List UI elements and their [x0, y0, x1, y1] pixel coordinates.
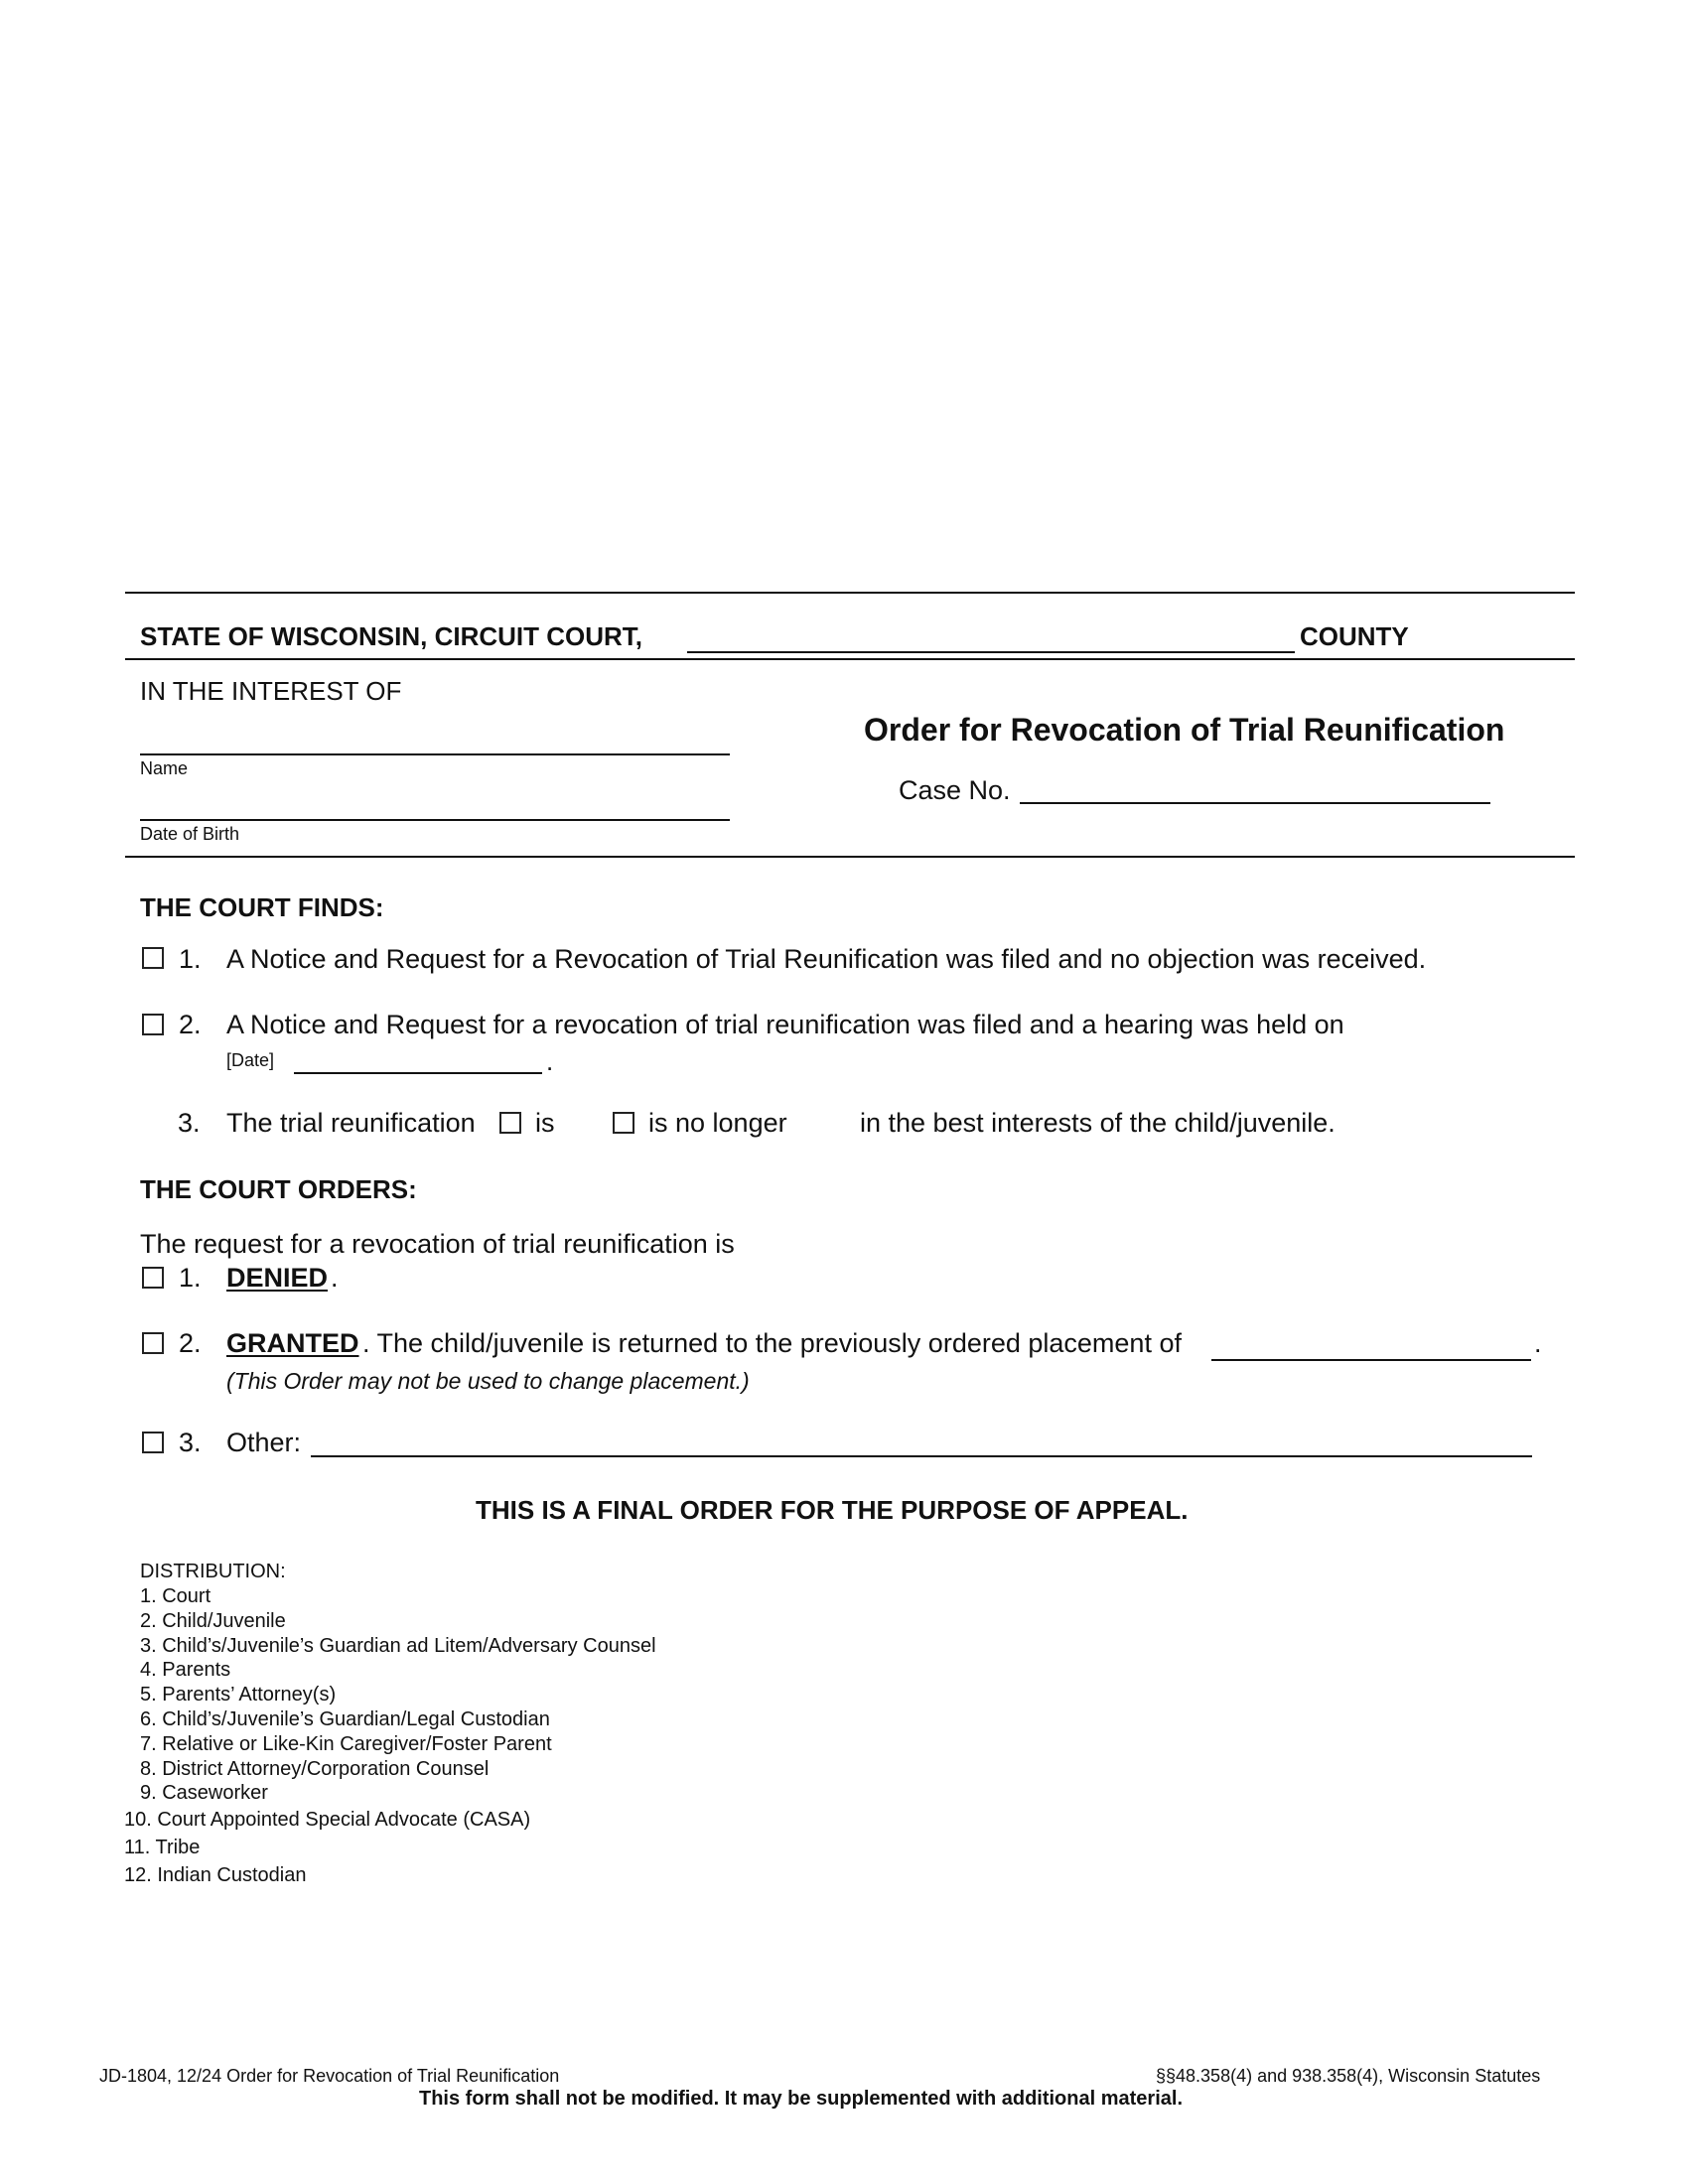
granted-checkbox[interactable] [142, 1332, 164, 1354]
caption-rule [125, 658, 1575, 660]
is-no-longer-checkbox[interactable] [613, 1112, 634, 1134]
form-id: JD-1804, 12/24 Order for Revocation of Trial Reunification [99, 2066, 560, 2086]
distribution-item: 1. Court [140, 1585, 211, 1607]
placement-field[interactable] [1211, 1359, 1531, 1361]
distribution-item: 4. Parents [140, 1659, 231, 1682]
hearing-date-field[interactable] [294, 1072, 542, 1074]
finding-2-period: . [546, 1046, 554, 1076]
granted-text: . The child/juvenile is returned to the previously ordered placement of [362, 1328, 1182, 1358]
other-field[interactable] [311, 1455, 1532, 1457]
date-label: [Date] [226, 1050, 275, 1070]
is-checkbox[interactable] [499, 1112, 521, 1134]
finding-2-number: 2. [179, 1010, 202, 1039]
other-label: Other: [226, 1428, 302, 1457]
county-name-field[interactable] [687, 651, 1295, 653]
order-1-number: 1. [179, 1263, 202, 1293]
court-orders-heading: THE COURT ORDERS: [140, 1174, 417, 1204]
date-of-birth-label: Date of Birth [140, 824, 240, 844]
is-no-longer-option-label: is no longer [648, 1108, 787, 1138]
distribution-heading: DISTRIBUTION: [140, 1561, 286, 1582]
caption-bottom-rule [125, 856, 1575, 858]
distribution-list [124, 1584, 656, 1888]
final-order-notice: THIS IS A FINAL ORDER FOR THE PURPOSE OF APPEAL. [476, 1495, 1189, 1525]
finding-2-text: A Notice and Request for a revocation of trial reunification was filed and a hearing was held on [226, 1010, 1344, 1039]
is-option-label: is [535, 1108, 555, 1138]
distribution-item: 2. Child/Juvenile [140, 1609, 286, 1632]
distribution-item: 6. Child’s/Juvenile’s Guardian/Legal Custodian [140, 1707, 550, 1730]
court-label: STATE OF WISCONSIN, CIRCUIT COURT, [140, 621, 643, 651]
granted-period: . [1534, 1328, 1542, 1358]
denied-period: . [331, 1263, 339, 1293]
name-label: Name [140, 758, 189, 778]
distribution-item: 8. District Attorney/Corporation Counsel [140, 1757, 490, 1780]
finding-2-checkbox[interactable] [142, 1014, 164, 1035]
order-2-number: 2. [179, 1328, 202, 1358]
distribution-item: 3. Child’s/Juvenile’s Guardian ad Litem/Adversary Counsel [140, 1634, 656, 1657]
denied-label: DENIED [226, 1263, 329, 1293]
granted-label: GRANTED [226, 1328, 359, 1358]
finding-3-number: 3. [178, 1108, 201, 1138]
case-no-label: Case No. [899, 775, 1011, 805]
distribution-item: 7. Relative or Like-Kin Caregiver/Foster Parent [140, 1732, 552, 1755]
granted-note: (This Order may not be used to change placement.) [226, 1368, 750, 1394]
finding-3-tail: in the best interests of the child/juvenile. [860, 1108, 1336, 1138]
finding-1-text: A Notice and Request for a Revocation of Trial Reunification was filed and no objection was received. [226, 944, 1427, 974]
denied-checkbox[interactable] [142, 1267, 164, 1289]
interest-of-label: IN THE INTEREST OF [140, 676, 402, 706]
name-field[interactable] [140, 753, 730, 755]
statutes: §§48.358(4) and 938.358(4), Wisconsin Statutes [1156, 2066, 1541, 2086]
distribution-item: 5. Parents’ Attorney(s) [140, 1684, 337, 1706]
top-rule [125, 592, 1575, 594]
distribution-item: 9. Caseworker [140, 1782, 268, 1805]
order-3-number: 3. [179, 1428, 202, 1457]
county-label: COUNTY [1300, 621, 1409, 651]
finding-3-text: The trial reunification [226, 1108, 476, 1138]
distribution-item: 10. Court Appointed Special Advocate (CASA) [124, 1809, 531, 1832]
form-title: Order for Revocation of Trial Reunification [864, 712, 1505, 748]
finding-1-number: 1. [179, 944, 202, 974]
distribution-item: 11. Tribe [124, 1836, 201, 1858]
date-of-birth-field[interactable] [140, 819, 730, 821]
finding-1-checkbox[interactable] [142, 947, 164, 969]
other-checkbox[interactable] [142, 1432, 164, 1453]
form-notice: This form shall not be modified. It may be supplemented with additional material. [419, 2088, 1183, 2110]
case-no-field[interactable] [1020, 802, 1490, 804]
court-finds-heading: THE COURT FINDS: [140, 892, 384, 922]
orders-intro: The request for a revocation of trial reunification is [140, 1229, 735, 1259]
distribution-item: 12. Indian Custodian [124, 1863, 307, 1886]
